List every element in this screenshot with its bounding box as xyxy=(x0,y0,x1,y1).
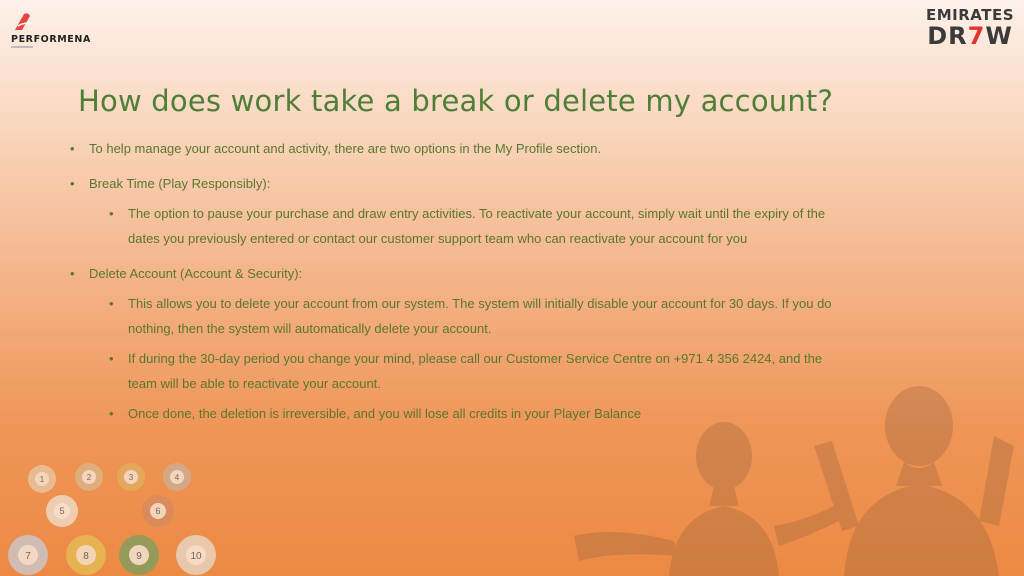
ball-number-8: 8 xyxy=(83,551,89,562)
lottery-ball-1 xyxy=(28,465,56,493)
emirates-draw-logo-line2 xyxy=(924,24,1016,48)
ball-number-2: 2 xyxy=(86,473,92,482)
lottery-ball-9 xyxy=(119,535,159,575)
ball-number-10: 10 xyxy=(190,551,202,562)
ball-number-6: 6 xyxy=(155,506,161,516)
lottery-ball-8 xyxy=(66,535,106,575)
lottery-balls-illustration xyxy=(0,461,230,576)
slide-title: How does work take a break or delete my account? xyxy=(78,84,834,118)
lottery-ball-6 xyxy=(142,495,174,527)
performena-subline xyxy=(11,46,33,48)
lottery-ball-2 xyxy=(75,463,103,491)
bullet-delete-detail-2: • If during the 30-day period you change your mind, please call our Customer Service Centre on +971 4 356 2424, and the team will be able to reactivate your account. xyxy=(128,346,840,396)
lottery-ball-7 xyxy=(8,535,48,575)
bullet-break-heading: • Break Time (Play Responsibly): xyxy=(89,171,840,196)
performena-logo xyxy=(10,12,110,52)
lottery-ball-5 xyxy=(46,495,78,527)
ball-number-7: 7 xyxy=(25,551,31,562)
ball-number-4: 4 xyxy=(174,473,180,482)
ball-number-1: 1 xyxy=(39,475,45,484)
lottery-ball-10 xyxy=(176,535,216,575)
logo-w: W xyxy=(985,22,1013,50)
performena-wordmark: PERFORMENA xyxy=(11,34,91,45)
ball-number-3: 3 xyxy=(128,473,134,482)
emirates-draw-logo-line1: EMIRATES xyxy=(925,6,1015,24)
bullet-break-detail: • The option to pause your purchase and draw entry activities. To reactivate your account, simply wait until the expiry of the dates you previously entered or contact our customer support team who can reactivate your account for you xyxy=(128,201,840,251)
logo-dr: DR xyxy=(927,22,968,50)
emirates-draw-logo xyxy=(924,6,1016,50)
performena-mark-icon xyxy=(12,12,34,32)
bullet-delete-detail-3: • Once done, the deletion is irreversible, and you will lose all credits in your Player Balance xyxy=(128,401,840,426)
lottery-ball-4 xyxy=(163,463,191,491)
bullet-delete-detail-1: • This allows you to delete your account from our system. The system will initially disable your account for 30 days. If you do nothing, then the system will automatically delete your account. xyxy=(128,291,840,341)
bullet-intro: • To help manage your account and activity, there are two options in the My Profile section. xyxy=(89,136,840,161)
ball-number-5: 5 xyxy=(59,506,65,516)
lottery-ball-3 xyxy=(117,463,145,491)
bullet-delete-heading: • Delete Account (Account & Security): xyxy=(89,261,840,286)
ball-number-9: 9 xyxy=(136,551,142,562)
logo-seven: 7 xyxy=(967,22,986,50)
excited-people-illustration xyxy=(574,376,1024,576)
